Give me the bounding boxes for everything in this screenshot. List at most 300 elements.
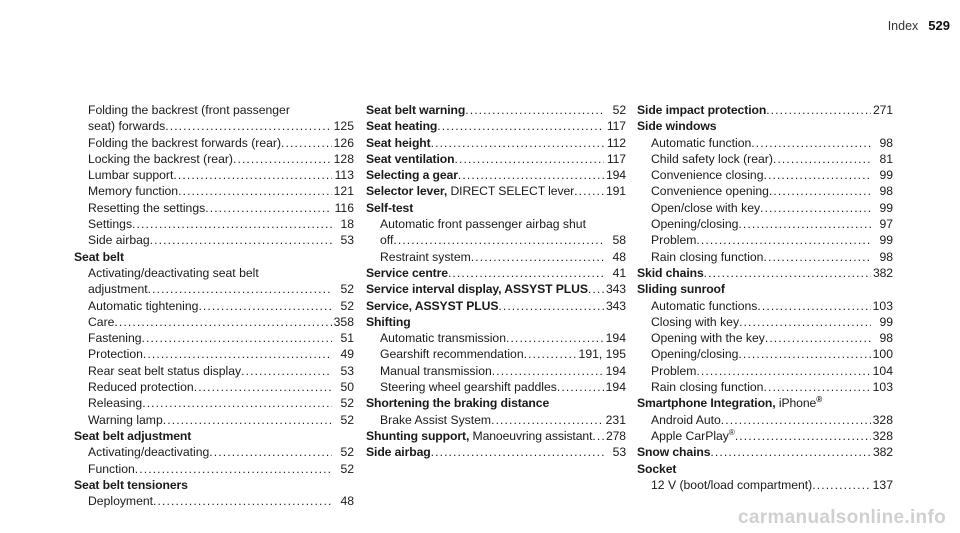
dot-leader — [721, 412, 871, 428]
entry-text — [380, 346, 524, 362]
dot-leader — [592, 428, 604, 444]
page-reference: 358 — [333, 314, 354, 329]
entry-term: Seat heating — [366, 119, 438, 134]
entry-text — [88, 298, 198, 314]
page-reference: 191, 195 — [578, 347, 626, 362]
entry-term: Lumbar support — [88, 168, 174, 183]
entry-term: Opening with the key — [651, 331, 765, 346]
index-subentry — [637, 346, 893, 362]
entry-term: Seat belt tensioners — [74, 477, 188, 492]
index-entry — [366, 428, 626, 444]
page-reference: 278 — [605, 428, 626, 443]
page-reference: 52 — [340, 412, 354, 427]
entry-term: off — [380, 233, 394, 248]
entry-text — [366, 265, 448, 281]
index-subentry — [74, 330, 354, 346]
index-subentry — [74, 395, 354, 411]
index-subentry — [74, 461, 354, 477]
index-entry — [637, 395, 893, 411]
entry-term: Side windows — [637, 119, 717, 134]
dot-leader — [135, 461, 332, 477]
index-entry — [366, 183, 626, 199]
entry-text — [74, 249, 124, 265]
page-reference: 191 — [605, 184, 626, 199]
dot-leader — [148, 281, 332, 297]
page-reference: 98 — [879, 331, 893, 346]
page-reference: 50 — [340, 380, 354, 395]
index-subentry — [366, 379, 626, 395]
index-entry — [366, 135, 626, 151]
dot-leader — [150, 232, 332, 248]
dot-leader — [574, 183, 604, 199]
index-entry — [637, 461, 893, 477]
index-subentry — [74, 151, 354, 167]
dot-leader — [588, 281, 604, 297]
entry-term: Rain closing function — [651, 249, 764, 264]
entry-text — [637, 461, 676, 477]
entry-text — [651, 249, 763, 265]
entry-term: Seat height — [366, 135, 431, 150]
entry-text — [651, 151, 773, 167]
entry-term: Gearshift recommendation — [380, 347, 524, 362]
dot-leader — [431, 135, 604, 151]
index-subentry — [637, 298, 893, 314]
index-entry — [366, 265, 626, 281]
page-reference: 98 — [879, 135, 893, 150]
page-reference: 49 — [340, 347, 354, 362]
page-reference: 103 — [872, 380, 893, 395]
page-reference: 103 — [872, 298, 893, 313]
entry-text — [651, 363, 696, 379]
index-subentry — [74, 200, 354, 216]
entry-text — [651, 232, 696, 248]
entry-text — [637, 265, 704, 281]
entry-term: Folding the backrest forwards (rear) — [88, 135, 282, 150]
entry-term: Resetting the settings — [88, 200, 206, 215]
index-subentry — [637, 428, 893, 444]
entry-text — [88, 118, 165, 134]
index-subentry — [74, 363, 354, 379]
entry-term: Protection — [88, 347, 143, 362]
entry-text — [88, 363, 241, 379]
index-subentry — [637, 216, 893, 232]
dot-leader — [241, 363, 332, 379]
entry-text — [380, 379, 557, 395]
entry-text — [88, 444, 209, 460]
dot-leader — [763, 379, 870, 395]
registered-mark: ® — [816, 395, 822, 405]
index-subentry — [74, 216, 354, 232]
dot-leader — [557, 379, 604, 395]
index-subentry — [366, 412, 626, 428]
entry-term: Apple CarPlay — [651, 428, 729, 443]
index-subentry — [637, 477, 893, 493]
page-reference: 231 — [605, 412, 626, 427]
entry-qualifier: iPhone — [775, 396, 817, 411]
entry-text — [88, 135, 281, 151]
dot-leader — [465, 102, 604, 118]
page-reference: 48 — [340, 494, 354, 509]
entry-text — [651, 135, 751, 151]
entry-term: Releasing — [88, 396, 143, 411]
entry-term: Selecting a gear — [366, 168, 458, 183]
page-header — [780, 18, 950, 38]
entry-text — [651, 216, 738, 232]
index-entry — [74, 477, 354, 493]
index-subentry — [74, 298, 354, 314]
index-subentry — [74, 265, 354, 281]
dot-leader — [760, 200, 871, 216]
entry-term: Smartphone Integration, — [637, 396, 776, 411]
entry-text — [366, 151, 454, 167]
dot-leader — [812, 477, 870, 493]
entry-term: adjustment — [88, 282, 148, 297]
index-subentry — [74, 232, 354, 248]
index-entry — [366, 395, 626, 411]
dot-leader — [209, 444, 332, 460]
entry-term: seat) forwards — [88, 119, 166, 134]
index-subentry — [74, 314, 354, 330]
page-reference: 126 — [333, 135, 354, 150]
dot-leader — [454, 151, 604, 167]
entry-text — [637, 118, 716, 134]
page-reference: 112 — [606, 135, 626, 150]
page-reference: 116 — [334, 200, 354, 215]
entry-text — [651, 477, 812, 493]
entry-qualifier: DIRECT SELECT lever — [447, 184, 575, 199]
page-reference: 194 — [605, 331, 626, 346]
entry-term: Rear seat belt status display — [88, 363, 242, 378]
entry-text — [88, 167, 173, 183]
page-reference: 98 — [879, 249, 893, 264]
entry-text — [380, 249, 471, 265]
entry-term: Activating/deactivating — [88, 445, 210, 460]
dot-leader — [142, 395, 332, 411]
dot-leader — [757, 298, 870, 314]
entry-text — [651, 379, 763, 395]
index-entry — [366, 200, 626, 216]
page-reference: 51 — [340, 331, 354, 346]
dot-leader — [178, 183, 332, 199]
entry-text — [651, 330, 765, 346]
entry-text — [88, 183, 178, 199]
entry-term: Open/close with key — [651, 200, 761, 215]
dot-leader — [696, 363, 870, 379]
page-reference: 52 — [340, 282, 354, 297]
index-subentry — [74, 183, 354, 199]
index-entry — [366, 167, 626, 183]
page-reference: 99 — [879, 168, 893, 183]
page-reference: 48 — [612, 249, 626, 264]
index-column-2 — [366, 102, 626, 461]
entry-text — [380, 412, 491, 428]
entry-term: Manual transmission — [380, 363, 492, 378]
dot-leader — [769, 183, 871, 199]
header-label: Index — [887, 19, 919, 33]
index-column-1 — [74, 102, 354, 509]
page-reference: 194 — [605, 168, 626, 183]
index-subentry — [366, 216, 626, 232]
entry-term: Shunting support, — [366, 428, 470, 443]
index-subentry — [637, 363, 893, 379]
entry-text — [366, 444, 431, 460]
index-column-3 — [637, 102, 893, 493]
index-subentry — [637, 412, 893, 428]
entry-term: Seat belt warning — [366, 103, 466, 117]
page-reference: 100 — [872, 347, 893, 362]
entry-text — [637, 444, 710, 460]
entry-term: Automatic tightening — [88, 298, 199, 313]
page-reference: 117 — [606, 151, 626, 166]
entry-text — [88, 330, 142, 346]
entry-term: Seat ventilation — [366, 151, 455, 166]
entry-text — [366, 281, 588, 297]
entry-term: Closing with key — [651, 314, 740, 329]
dot-leader — [142, 330, 332, 346]
index-entry — [637, 265, 893, 281]
dot-leader — [773, 151, 871, 167]
index-subentry — [74, 444, 354, 460]
entry-text — [366, 118, 437, 134]
watermark: carmanualsonline.info — [738, 507, 946, 528]
page-reference: 137 — [872, 477, 893, 492]
page-reference: 53 — [340, 363, 354, 378]
dot-leader — [132, 216, 332, 232]
index-subentry — [74, 493, 354, 509]
dot-leader — [766, 102, 871, 118]
entry-term: Skid chains — [637, 265, 704, 280]
entry-term: Brake Assist System — [380, 412, 492, 427]
index-subentry — [637, 135, 893, 151]
index-subentry — [637, 249, 893, 265]
entry-text — [380, 232, 393, 248]
index-subentry — [637, 167, 893, 183]
page-reference: 41 — [612, 265, 626, 280]
entry-text — [88, 461, 135, 477]
entry-term: Service interval display, ASSYST PLUS — [366, 282, 588, 297]
index-entry — [366, 314, 626, 330]
entry-text — [366, 135, 431, 151]
entry-term: Care — [88, 314, 115, 329]
page-reference: 97 — [879, 217, 893, 232]
entry-term: Convenience opening — [651, 184, 769, 199]
dot-leader — [498, 298, 604, 314]
index-subentry — [366, 249, 626, 265]
index-entry — [637, 102, 893, 118]
entry-term: Opening/closing — [651, 217, 739, 232]
entry-text — [88, 102, 290, 118]
registered-mark: ® — [728, 427, 735, 437]
dot-leader — [431, 444, 604, 460]
page-reference: 58 — [612, 233, 626, 248]
entry-text — [637, 102, 766, 118]
page-reference: 52 — [340, 445, 354, 460]
entry-term: Rain closing function — [651, 380, 764, 395]
page-reference: 104 — [872, 363, 893, 378]
entry-term: Self-test — [366, 200, 414, 215]
entry-text — [74, 477, 188, 493]
dot-leader — [437, 118, 604, 134]
page-reference: 125 — [333, 119, 354, 134]
entry-term: Side airbag — [366, 445, 431, 460]
entry-text — [88, 346, 143, 362]
index-entry — [366, 444, 626, 460]
entry-text — [366, 200, 413, 216]
index-entry — [366, 102, 626, 118]
dot-leader — [233, 151, 332, 167]
entry-term: Activating/deactivating seat belt — [88, 265, 259, 280]
index-subentry — [637, 232, 893, 248]
entry-text — [88, 493, 153, 509]
index-entry — [366, 118, 626, 134]
index-entry — [366, 298, 626, 314]
page-reference: 382 — [872, 265, 893, 280]
index-subentry — [366, 232, 626, 248]
entry-text — [366, 167, 458, 183]
page-reference: 98 — [879, 184, 893, 199]
dot-leader — [198, 298, 332, 314]
entry-term: Locking the backrest (rear) — [88, 151, 233, 166]
entry-term: Side airbag — [88, 233, 150, 248]
dot-leader — [735, 428, 871, 444]
entry-text — [74, 428, 191, 444]
entry-term: Steering wheel gearshift paddles — [380, 380, 557, 395]
entry-text — [88, 314, 114, 330]
entry-term: Fastening — [88, 331, 142, 346]
index-subentry — [637, 200, 893, 216]
entry-qualifier: Manoeuvring assistant — [469, 428, 593, 443]
page-reference: 53 — [340, 233, 354, 248]
dot-leader — [165, 118, 331, 134]
entry-text — [651, 167, 763, 183]
entry-term: Service, ASSYST PLUS — [366, 298, 499, 313]
dot-leader — [763, 167, 871, 183]
entry-text — [88, 151, 233, 167]
index-entry — [74, 428, 354, 444]
entry-term: Snow chains — [637, 445, 711, 460]
entry-term: Problem — [651, 363, 697, 378]
dot-leader — [153, 493, 332, 509]
entry-term: Sliding sunroof — [637, 282, 725, 297]
dot-leader — [163, 412, 332, 428]
page-reference: 52 — [340, 461, 354, 476]
entry-text — [366, 298, 498, 314]
dot-leader — [173, 167, 332, 183]
entry-term: Automatic functions — [651, 298, 758, 313]
dot-leader — [704, 265, 871, 281]
dot-leader — [738, 216, 871, 232]
entry-term: Function — [88, 461, 135, 476]
index-subentry — [74, 135, 354, 151]
entry-term: Reduced protection — [88, 380, 194, 395]
page-reference: 194 — [605, 380, 626, 395]
page-reference: 194 — [605, 363, 626, 378]
dot-leader — [143, 346, 332, 362]
entry-text — [366, 102, 465, 118]
entry-term: Child safety lock (rear) — [651, 151, 773, 166]
entry-term: Automatic front passenger airbag shut — [380, 217, 586, 232]
entry-text — [88, 395, 142, 411]
index-subentry — [366, 330, 626, 346]
entry-text — [88, 281, 148, 297]
entry-text — [88, 216, 132, 232]
dot-leader — [739, 314, 871, 330]
index-subentry — [74, 281, 354, 297]
index-entry — [366, 281, 626, 297]
dot-leader — [491, 412, 604, 428]
entry-term: Folding the backrest (front passenger — [88, 103, 290, 117]
entry-term: Selector lever, — [366, 184, 448, 199]
entry-text — [88, 412, 163, 428]
entry-term: Seat belt adjustment — [74, 428, 192, 443]
dot-leader — [194, 379, 332, 395]
index-subentry — [74, 118, 354, 134]
dot-leader — [393, 232, 604, 248]
entry-term: 12 V (boot/load compartment) — [651, 477, 813, 492]
entry-term: Service centre — [366, 265, 448, 280]
index-subentry — [74, 379, 354, 395]
entry-text — [380, 216, 586, 232]
dot-leader — [751, 135, 871, 151]
entry-text — [651, 346, 738, 362]
entry-text — [88, 379, 194, 395]
page-reference: 52 — [612, 103, 626, 117]
index-subentry — [74, 102, 354, 118]
entry-text — [651, 412, 721, 428]
dot-leader — [492, 363, 604, 379]
entry-term: Android Auto — [651, 412, 721, 427]
entry-text — [88, 232, 150, 248]
entry-term: Memory function — [88, 184, 179, 199]
page-reference: 18 — [340, 217, 354, 232]
page-reference: 271 — [872, 103, 893, 117]
dot-leader — [696, 232, 871, 248]
entry-term: Problem — [651, 233, 697, 248]
index-subentry — [637, 330, 893, 346]
index-entry — [637, 118, 893, 134]
index-subentry — [366, 346, 626, 362]
page-reference: 81 — [879, 151, 893, 166]
entry-text — [366, 428, 592, 444]
dot-leader — [448, 265, 604, 281]
entry-text — [651, 298, 757, 314]
entry-text — [637, 281, 725, 297]
index-entry — [366, 151, 626, 167]
page-reference: 53 — [612, 445, 626, 460]
index-subentry — [74, 167, 354, 183]
index-subentry — [637, 314, 893, 330]
entry-text — [651, 428, 735, 444]
page-reference: 382 — [872, 445, 893, 460]
entry-term: Socket — [637, 461, 677, 476]
page-reference: 343 — [605, 298, 626, 313]
page-reference: 128 — [333, 151, 354, 166]
entry-text — [380, 363, 492, 379]
page-number: 529 — [928, 18, 950, 33]
entry-text — [366, 395, 549, 411]
page-reference: 117 — [606, 119, 626, 134]
page-reference: 328 — [872, 428, 893, 443]
entry-term: Seat belt — [74, 249, 124, 264]
dot-leader — [765, 330, 871, 346]
index-subentry — [637, 183, 893, 199]
entry-term: Opening/closing — [651, 347, 739, 362]
index-entry — [637, 281, 893, 297]
entry-text — [88, 200, 205, 216]
page-reference: 99 — [879, 200, 893, 215]
page-reference: 52 — [340, 298, 354, 313]
page-reference: 113 — [334, 168, 354, 183]
